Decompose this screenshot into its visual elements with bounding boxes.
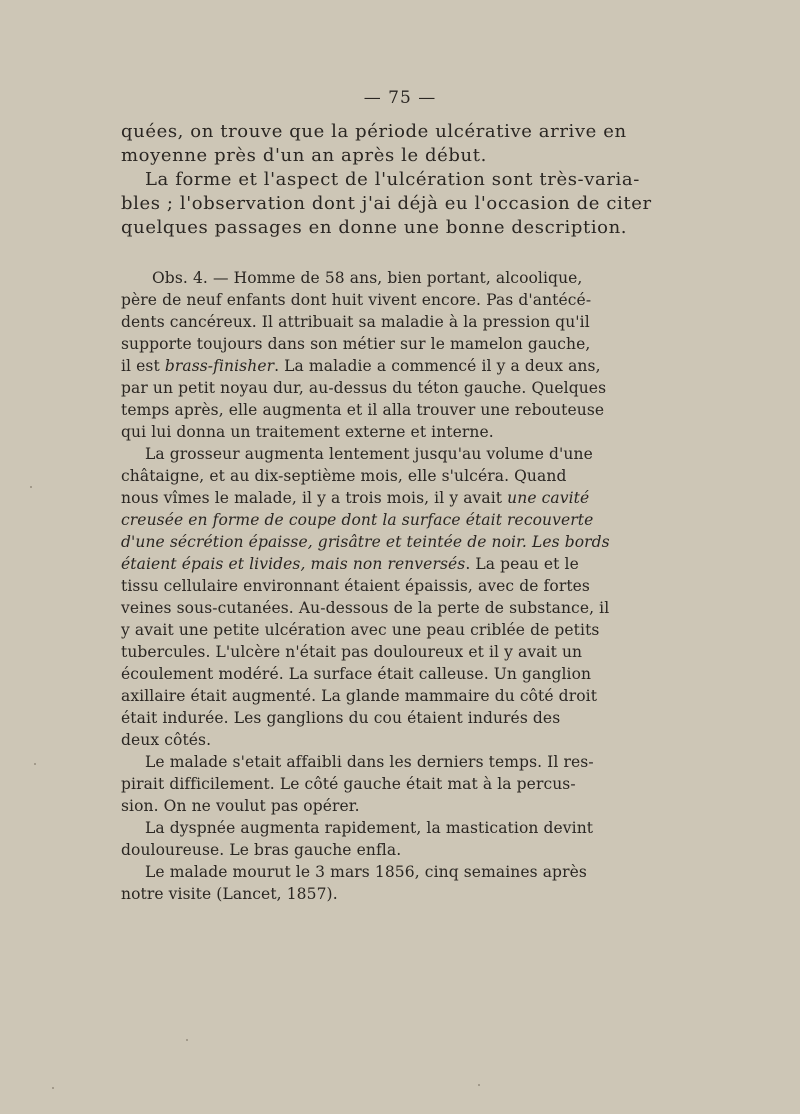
text-line: moyenne près d'un an après le début. — [121, 145, 487, 166]
text-line: châtaigne, et au dix-septième mois, elle s'ulcéra. Quand — [121, 467, 567, 485]
italic-line: creusée en forme de coupe dont la surface était recouverte — [121, 511, 594, 529]
text-line: écoulement modéré. La surface était calleuse. Un ganglion — [121, 665, 592, 683]
italic-line: d'une sécrétion épaisse, grisâtre et teintée de noir. Les bords — [121, 533, 610, 551]
text-line — [121, 487, 590, 509]
text-line: dents cancéreux. Il attribuait sa maladie à la pression qu'il — [121, 313, 590, 331]
text-line: Le malade s'etait affaibli dans les derniers temps. Il res- — [145, 753, 594, 771]
text-line: quelques passages en donne une bonne description. — [121, 217, 628, 238]
text-segment: nous vîmes le malade, il y a trois mois, il y avait — [121, 489, 508, 507]
text-line: Le malade mourut le 3 mars 1856, cinq semaines après — [145, 863, 587, 881]
text-line: La dyspnée augmenta rapidement, la mastication devint — [145, 819, 594, 837]
text-line: tissu cellulaire environnant étaient épaissis, avec de fortes — [121, 577, 590, 595]
text-line: père de neuf enfants dont huit vivent encore. Pas d'antécé- — [121, 291, 592, 309]
paper-speck — [478, 1084, 480, 1086]
observation-title-line: Obs. 4. — Homme de 58 ans, bien portant, alcoolique, — [152, 269, 583, 287]
text-line: pirait difficilement. Le côté gauche était mat à la percus- — [121, 775, 576, 793]
text-line: y avait une petite ulcération avec une peau criblée de petits — [121, 621, 600, 639]
paper-speck — [52, 1087, 54, 1089]
text-line: veines sous-cutanées. Au-dessous de la perte de substance, il — [121, 599, 610, 617]
text-line: supporte toujours dans son métier sur le mamelon gauche, — [121, 335, 591, 353]
text-line: par un petit noyau dur, au-dessus du téton gauche. Quelques — [121, 379, 607, 397]
text-line: qui lui donna un traitement externe et interne. — [121, 423, 494, 441]
text-line: bles ; l'observation dont j'ai déjà eu l'occasion de citer — [121, 193, 652, 214]
text-line: deux côtés. — [121, 731, 212, 749]
text-line: sion. On ne voulut pas opérer. — [121, 797, 360, 815]
text-segment: il est — [121, 357, 165, 375]
text-line: douloureuse. Le bras gauche enfla. — [121, 841, 402, 859]
text-segment: . La maladie a commencé il y a deux ans, — [274, 357, 601, 375]
text-line: quées, on trouve que la période ulcérative arrive en — [121, 121, 627, 142]
text-line — [121, 355, 601, 377]
text-line: La grosseur augmenta lentement jusqu'au volume d'une — [145, 445, 593, 463]
text-line: tubercules. L'ulcère n'était pas douloureux et il y avait un — [121, 643, 583, 661]
italic-term: brass-finisher — [164, 357, 275, 375]
text-line — [121, 553, 579, 575]
text-line: axillaire était augmenté. La glande mammaire du côté droit — [121, 687, 598, 705]
text-line: était indurée. Les ganglions du cou étaient indurés des — [121, 709, 561, 727]
text-segment: . La peau et le — [465, 555, 579, 573]
paper-speck — [34, 763, 36, 765]
text-line: temps après, elle augmenta et il alla trouver une rebouteuse — [121, 401, 605, 419]
text-line: La forme et l'aspect de l'ulcération sont très-varia- — [145, 169, 640, 190]
paper-speck — [186, 1039, 188, 1041]
text-line: notre visite (Lancet, 1857). — [121, 885, 338, 903]
paper-speck — [30, 486, 32, 488]
italic-phrase: une cavité — [507, 489, 590, 507]
page-number: — 75 — — [363, 88, 437, 108]
italic-phrase: étaient épais et livides, mais non renversés — [121, 555, 466, 573]
